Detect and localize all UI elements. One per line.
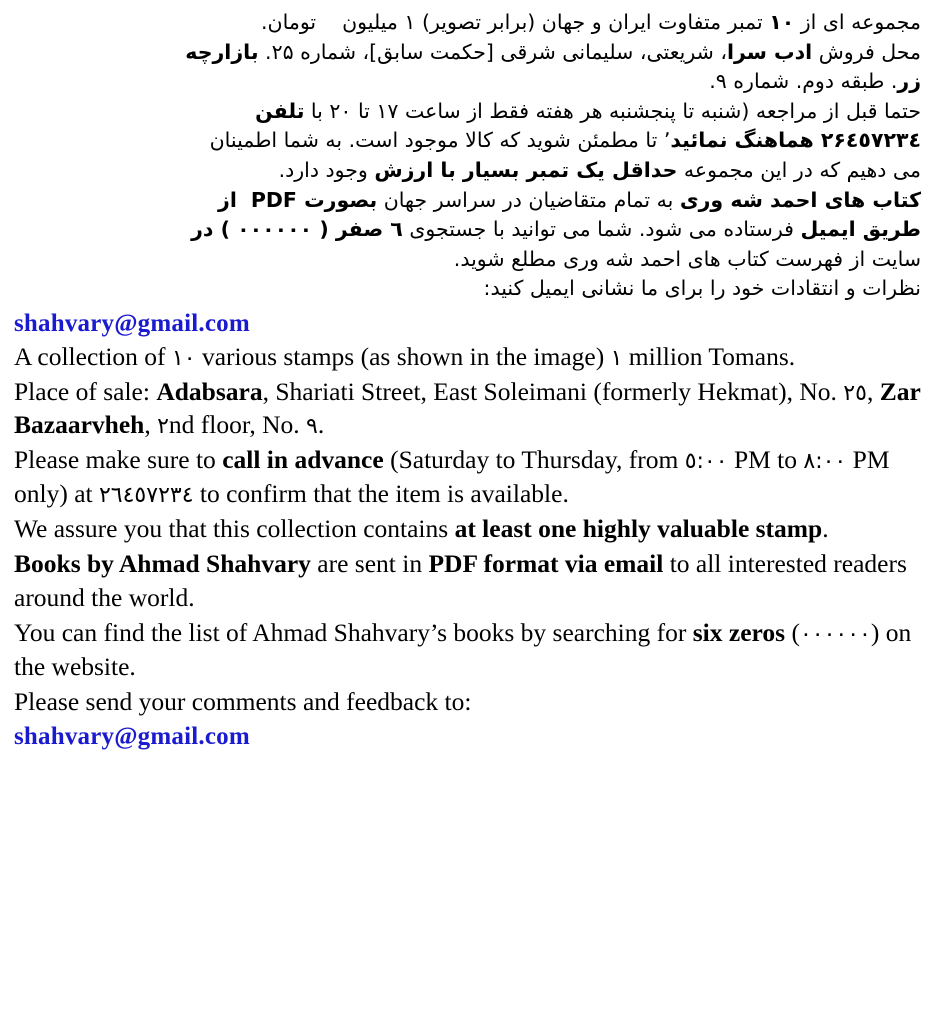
english-p5-part-b: are sent in <box>310 549 429 579</box>
english-p6-part-c: ( <box>785 617 800 647</box>
english-p1-price: ١ <box>610 345 623 371</box>
persian-text-block <box>14 8 921 304</box>
english-books-label: Books by Ahmad Shahvary <box>14 549 311 579</box>
english-paragraph-1 <box>14 340 921 374</box>
persian-books-label: کتاب های احمد شه وری <box>679 187 921 212</box>
english-p3-part-f: to confirm that the item is available. <box>193 479 569 509</box>
persian-p1-part-c: تمبر متفاوت ایران و جهان (برابر تصویر) ۱ میلیون <box>342 10 770 34</box>
persian-phone-label: تلفن <box>255 98 305 123</box>
english-p3-start-time: ٥:٠٠ <box>684 449 728 475</box>
english-pdf-email-label: PDF format via email <box>428 549 664 579</box>
persian-p2-part-a: محل فروش <box>812 39 921 64</box>
english-p2-part-h: . <box>317 410 325 440</box>
persian-p7-part-b: به تمام متقاضیان در سراسر جهان <box>377 187 680 212</box>
english-p4-part-a: We assure you that this collection contains <box>14 514 455 544</box>
english-p5-part-d: to all interested readers around the world. <box>14 549 907 612</box>
english-p2-street-number: ٢٥ <box>843 380 867 406</box>
english-p3-phone-number: ٢٦٤٥٧٢٣٤ <box>98 483 194 509</box>
persian-email-label: طریق ایمیل <box>800 217 921 242</box>
email-address-top[interactable]: shahvary@gmail.com <box>14 309 250 337</box>
english-paragraph-5 <box>14 547 921 615</box>
english-p3-end-time: ٨:٠٠ <box>803 449 847 475</box>
english-bazaar-name: Zar Bazaarvheh <box>14 376 921 440</box>
english-p6-part-d: ) on the website. <box>14 617 912 681</box>
persian-p8-part-d: در <box>191 217 221 242</box>
english-p3-part-a: Please make sure to <box>14 445 223 475</box>
persian-paragraph-2 <box>14 38 921 67</box>
english-p1-part-c: million Tomans. <box>622 341 796 371</box>
english-p1-stamp-count: ١٠ <box>171 345 196 371</box>
english-paragraph-4 <box>14 512 921 546</box>
english-p2-part-d: , <box>866 376 880 406</box>
persian-p7-part-d: از <box>218 187 237 212</box>
persian-p4-part-a: حتما قبل از مراجعه (شنبه تا پنجشنبه هر هفته فقط از ساعت ۱۷ تا ۲۰ با <box>304 98 921 123</box>
english-paragraph-2 <box>14 375 921 443</box>
persian-p5-part-c: ٬ تا مطمئن شوید که کالا موجود است. به شما اطمینان <box>209 128 671 153</box>
english-p3-part-d: PM to <box>727 445 804 475</box>
persian-valuable-stamp-label: حداقل یک تمبر بسیار با ارزش <box>374 158 678 183</box>
persian-paragraph-7 <box>14 186 921 215</box>
persian-p2-part-c: ، شریعتی، سلیمانی شرقی [حکمت سابق]، شماره ۲۵. <box>258 39 727 64</box>
english-p2-unit-number: ٩ <box>306 414 318 440</box>
english-paragraph-6 <box>14 616 921 684</box>
english-p1-part-b: various stamps (as shown in the image) <box>195 341 611 371</box>
english-six-zeros-digits: ٠٠٠٠٠٠ <box>799 621 871 647</box>
persian-p6-part-c: وجود دارد. <box>278 158 375 183</box>
persian-p3-part-b: . طبقه دوم. شماره ۹. <box>709 69 898 94</box>
english-p2-part-g: nd floor, No. <box>168 410 306 440</box>
english-p2-part-f: , <box>144 410 158 440</box>
persian-paragraph-9 <box>14 245 921 274</box>
english-paragraph-7 <box>14 685 921 719</box>
persian-bazaar-name: بازارچه <box>185 39 259 64</box>
english-valuable-stamp-label: at least one highly valuable stamp <box>454 514 823 544</box>
persian-paragraph-6 <box>14 156 921 185</box>
english-p2-part-a: Place of sale: <box>14 376 157 406</box>
persian-p8-part-b: فرستاده می شود. شما می توانید با جستجوی <box>402 217 801 242</box>
english-p6-part-a: You can find the list of Ahmad Shahvary’s books by searching for <box>14 617 693 647</box>
persian-p10-text: نظرات و انتقادات خود را برای ما نشانی ایمیل کنید: <box>483 276 921 301</box>
persian-paragraph-5 <box>14 126 921 155</box>
english-p7-text: Please send your comments and feedback to: <box>14 686 472 716</box>
persian-p1-count: ۱۰ <box>769 10 795 34</box>
persian-p1-part-a: مجموعه ای از <box>794 10 921 34</box>
persian-shop-name: ادب سرا <box>726 39 813 64</box>
persian-bazaar-name-2: زر <box>897 69 921 94</box>
english-p1-part-a: A collection of <box>14 341 172 371</box>
persian-paragraph-10 <box>14 274 921 303</box>
english-shop-name: Adabsara <box>156 376 263 406</box>
persian-six-zeros-label: ٦ صفر ( ۰۰۰۰۰۰ ) <box>220 217 403 242</box>
persian-paragraph-3 <box>14 67 921 96</box>
persian-phone-number: ۲۶٤٥۷۲۳٤ <box>820 128 921 153</box>
persian-paragraph-1 <box>14 8 921 37</box>
persian-p9-text: سایت از فهرست کتاب های احمد شه وری مطلع شوید. <box>453 246 921 271</box>
persian-p1-part-d: تومان. <box>261 10 317 34</box>
persian-pdf-label: بصورت PDF <box>250 187 378 212</box>
english-text-block <box>14 340 921 719</box>
english-p4-part-c: . <box>822 514 829 544</box>
english-p2-floor-number: ٢ <box>157 414 169 440</box>
email-address-bottom[interactable]: shahvary@gmail.com <box>14 722 250 750</box>
english-p3-part-e: PM only) at <box>14 445 890 509</box>
english-call-in-advance-label: call in advance <box>222 445 384 475</box>
english-p3-part-c: (Saturday to Thursday, from <box>383 445 685 475</box>
persian-coordinate-label: هماهنگ نمائید <box>670 128 821 153</box>
persian-paragraph-8 <box>14 215 921 244</box>
english-p2-part-c: , Shariati Street, East Soleimani (formerly Hekmat), No. <box>262 376 844 406</box>
english-paragraph-3 <box>14 443 921 511</box>
persian-p6-part-a: می دهیم که در این مجموعه <box>677 158 921 183</box>
persian-paragraph-4 <box>14 97 921 126</box>
english-six-zeros-label: six zeros <box>692 617 786 647</box>
